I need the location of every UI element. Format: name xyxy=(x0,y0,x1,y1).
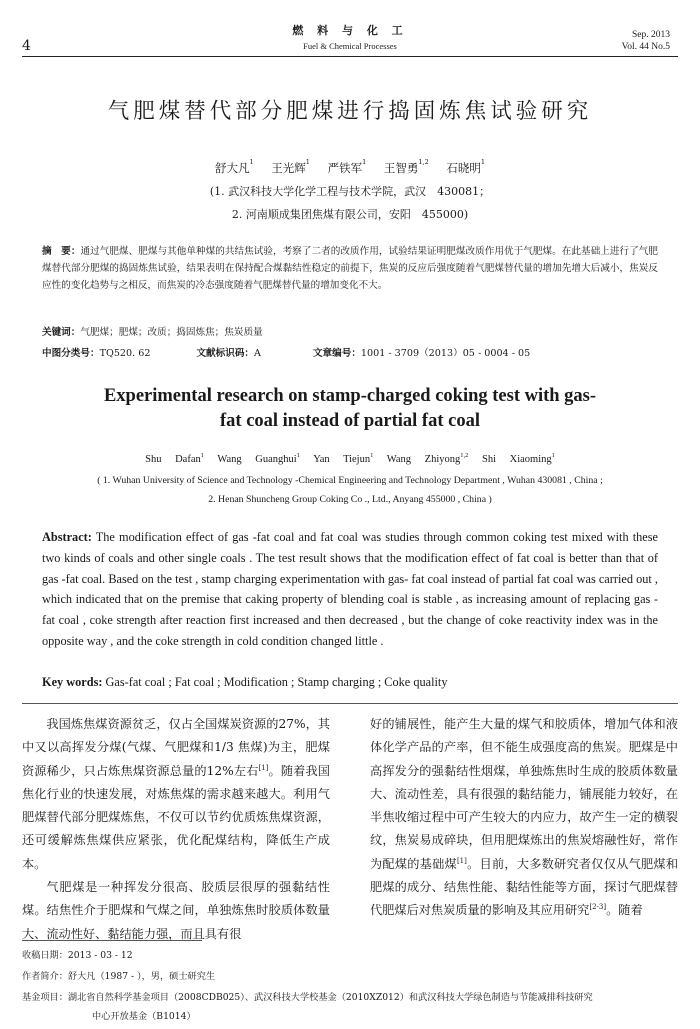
author-affil-mark: 1 xyxy=(551,452,555,459)
footnote-fund: 基金项目：湖北省自然科学基金项目（2008CDB025）、武汉科技大学校基金（2010XZ012）和武汉科技大学绿色制造与节能减排科技研究 xyxy=(22,992,593,1003)
clc-value: TQ520. 62 xyxy=(99,348,151,359)
abstract-en-label: Abstract: xyxy=(42,530,92,544)
abstract-cn xyxy=(42,243,658,294)
body-text: 好的铺展性，能产生大量的煤气和胶质体，增加气体和液体化学产品的产率，但不能生成强度高的焦炭。肥煤是中高挥发分的强黏结性烟煤，单独炼焦时生成的胶质体数量大、流动性差，具有很强的黏结能力，铺展能力较好，在半焦收缩过程中可产生较大的内应力，故产生一定的横裂纹，焦炭易成碎块，但用肥煤炼出的焦炭熔融性好，常作为配煤的基础煤 xyxy=(370,717,678,871)
body-paragraph xyxy=(22,713,330,876)
citation-ref: [1] xyxy=(258,763,269,772)
author-affil-mark: 1,2 xyxy=(418,158,429,166)
keywords-en-label: Key words: xyxy=(42,675,103,689)
page-number: 4 xyxy=(22,38,31,54)
classification-line xyxy=(42,345,530,359)
footnote-author: 作者简介：舒大凡（1987 - ），男，硕士研究生 xyxy=(22,971,216,982)
abstract-en xyxy=(42,527,658,652)
keywords-cn-label: 关键词： xyxy=(42,327,81,338)
author-name: 严铁军 xyxy=(327,161,363,175)
author-affil-mark: 1 xyxy=(480,158,486,166)
body-text: 。随着我国焦化行业的快速发展，对炼焦煤的需求越来越大。利用气肥煤替代部分肥煤炼焦，不仅可以节约优质炼焦煤资源，还可缓解炼焦煤供应紧张，优化配煤结构，降低生产成本。 xyxy=(22,763,330,871)
body-text: 。随着 xyxy=(606,903,643,918)
citation-ref: [1] xyxy=(456,856,467,865)
footnote-received: 收稿日期：2013 - 03 - 12 xyxy=(22,950,133,961)
keywords-en xyxy=(42,675,448,690)
affiliation-en-1: ( 1. Wuhan University of Science and Technology -Chemical Engineering and Technology Department , Wuhan 430081 , China ; xyxy=(97,475,603,486)
author-affil-mark: 1 xyxy=(305,158,310,166)
header-divider xyxy=(22,56,678,57)
author-affil-mark: 1 xyxy=(249,158,254,166)
article-no-value: 1001 - 3709（2013）05 - 0004 - 05 xyxy=(360,348,531,359)
author-list-en xyxy=(0,454,700,465)
issue-volume: Vol. 44 No.5 xyxy=(621,42,670,52)
body-text: 。目前，大多数研究者仅仅从气肥煤和肥煤的成分、结焦性能、黏结性能等方面，探讨气肥煤替代肥煤后对焦炭质量的影响及其应用研究 xyxy=(370,856,679,918)
author-name: Yan Tiejun xyxy=(313,454,371,465)
author-affil-mark: 1 xyxy=(370,452,374,459)
author-affil-mark: 1,2 xyxy=(460,452,469,459)
author-affil-mark: 1 xyxy=(362,158,367,166)
footnote-fund-cont: 中心开放基金（B1014） xyxy=(92,1011,196,1022)
keywords-cn-text: 气肥煤；肥煤；改质；捣固炼焦；焦炭质量 xyxy=(80,327,263,338)
body-column-left xyxy=(22,713,330,946)
doc-code-label: 文献标识码： xyxy=(196,348,255,359)
author-name: 舒大凡 xyxy=(214,161,250,175)
author-name: Wang Guanghui xyxy=(217,454,297,465)
article-no-label: 文章编号： xyxy=(312,348,361,359)
author-affil-mark: 1 xyxy=(200,452,204,459)
keywords-en-text: Gas-fat coal ; Fat coal ; Modification ; Stamp charging ; Coke quality xyxy=(105,675,448,689)
keywords-cn xyxy=(42,324,263,338)
issue-info xyxy=(622,29,670,53)
author-name: Shu Dafan xyxy=(145,454,201,465)
author-name: Wang Zhiyong xyxy=(386,454,461,465)
doc-code-value: A xyxy=(254,348,261,359)
paper-title-en-text: Experimental research on stamp-charged coking test with gas-fat coal instead of partial fat coal xyxy=(103,386,597,431)
author-affil-mark: 1 xyxy=(296,452,300,459)
journal-name-en: Fuel & Chemical Processes xyxy=(303,41,397,51)
author-name: Shi Xiaoming xyxy=(481,454,552,465)
body-text: 我国炼焦煤资源贫乏，仅占全国煤炭资源的27%，其中又以高挥发分煤(气煤、气肥煤和1/3 焦煤)为主，肥煤资源稀少，只占炼焦煤资源总量的12%左右 xyxy=(22,717,330,778)
body-text: 气肥煤是一种挥发分很高、胶质层很厚的强黏结性煤。结焦性介于肥煤和气煤之间，单独炼焦时胶质体数量大、流动性好、黏结能力强，而且具有很 xyxy=(22,880,330,941)
abstract-cn-label: 摘 要： xyxy=(42,246,81,257)
paper-title-cn: 气肥煤替代部分肥煤进行捣固炼焦试验研究 xyxy=(107,99,593,124)
abstract-en-text: The modification effect of gas -fat coal and fat coal was studies through common coking test mixed with these two kinds of coals and other single coals . The test result shows that the modification effect of fat coal is better than that of gas -fat coal. Based on the test , stamp charging experimentation with gas- fat coal instead of partial fat coal was carried out , which indicated that on the premise that caking property of blending coal is stable , as increasing amount of replacing gas -fat coal , coke strength after reaction first increased and then decreased , but the change of coke reactivity index was in the opposite way , and the coke strength in cold condition changed little . xyxy=(42,530,658,648)
author-list-cn xyxy=(0,160,700,176)
body-paragraph xyxy=(370,713,678,923)
clc-label: 中图分类号： xyxy=(42,348,100,359)
affiliation-en-2: 2. Henan Shuncheng Group Coking Co ., Ltd., Anyang 455000 , China ) xyxy=(208,494,492,505)
body-paragraph xyxy=(22,876,330,946)
section-divider xyxy=(22,703,678,704)
footnote-divider xyxy=(22,940,202,941)
issue-date: Sep. 2013 xyxy=(632,30,670,40)
paper-title-en xyxy=(0,384,700,434)
journal-name-cn: 燃 料 与 化 工 xyxy=(292,24,408,37)
author-name: 王智勇 xyxy=(383,161,419,175)
author-name: 王光辉 xyxy=(271,161,306,175)
journal-name xyxy=(0,22,700,51)
abstract-cn-text: 通过气肥煤、肥煤与其他单种煤的共结焦试验，考察了二者的改质作用，试验结果证明肥煤改质作用优于气肥煤。在此基础上进行了气肥煤替代部分肥煤的捣固炼焦试验，结果表明在保持配合煤黏结性稳定的前提下，焦炭的反应后强度随着气肥煤替代量的增加先增大后减小，焦炭反应性的变化趋势与之相反，而焦炭的冷态强度随着气肥煤替代量的增加变化不大。 xyxy=(42,246,659,291)
author-name: 石晓明 xyxy=(446,161,481,175)
body-column-right xyxy=(370,713,678,923)
affiliation-cn-1: (1. 武汉科技大学化学工程与技术学院，武汉 430081； xyxy=(209,185,491,198)
citation-ref: [2-3] xyxy=(589,903,607,912)
affiliation-cn-2: 2. 河南顺成集团焦煤有限公司，安阳 455000) xyxy=(231,208,469,221)
